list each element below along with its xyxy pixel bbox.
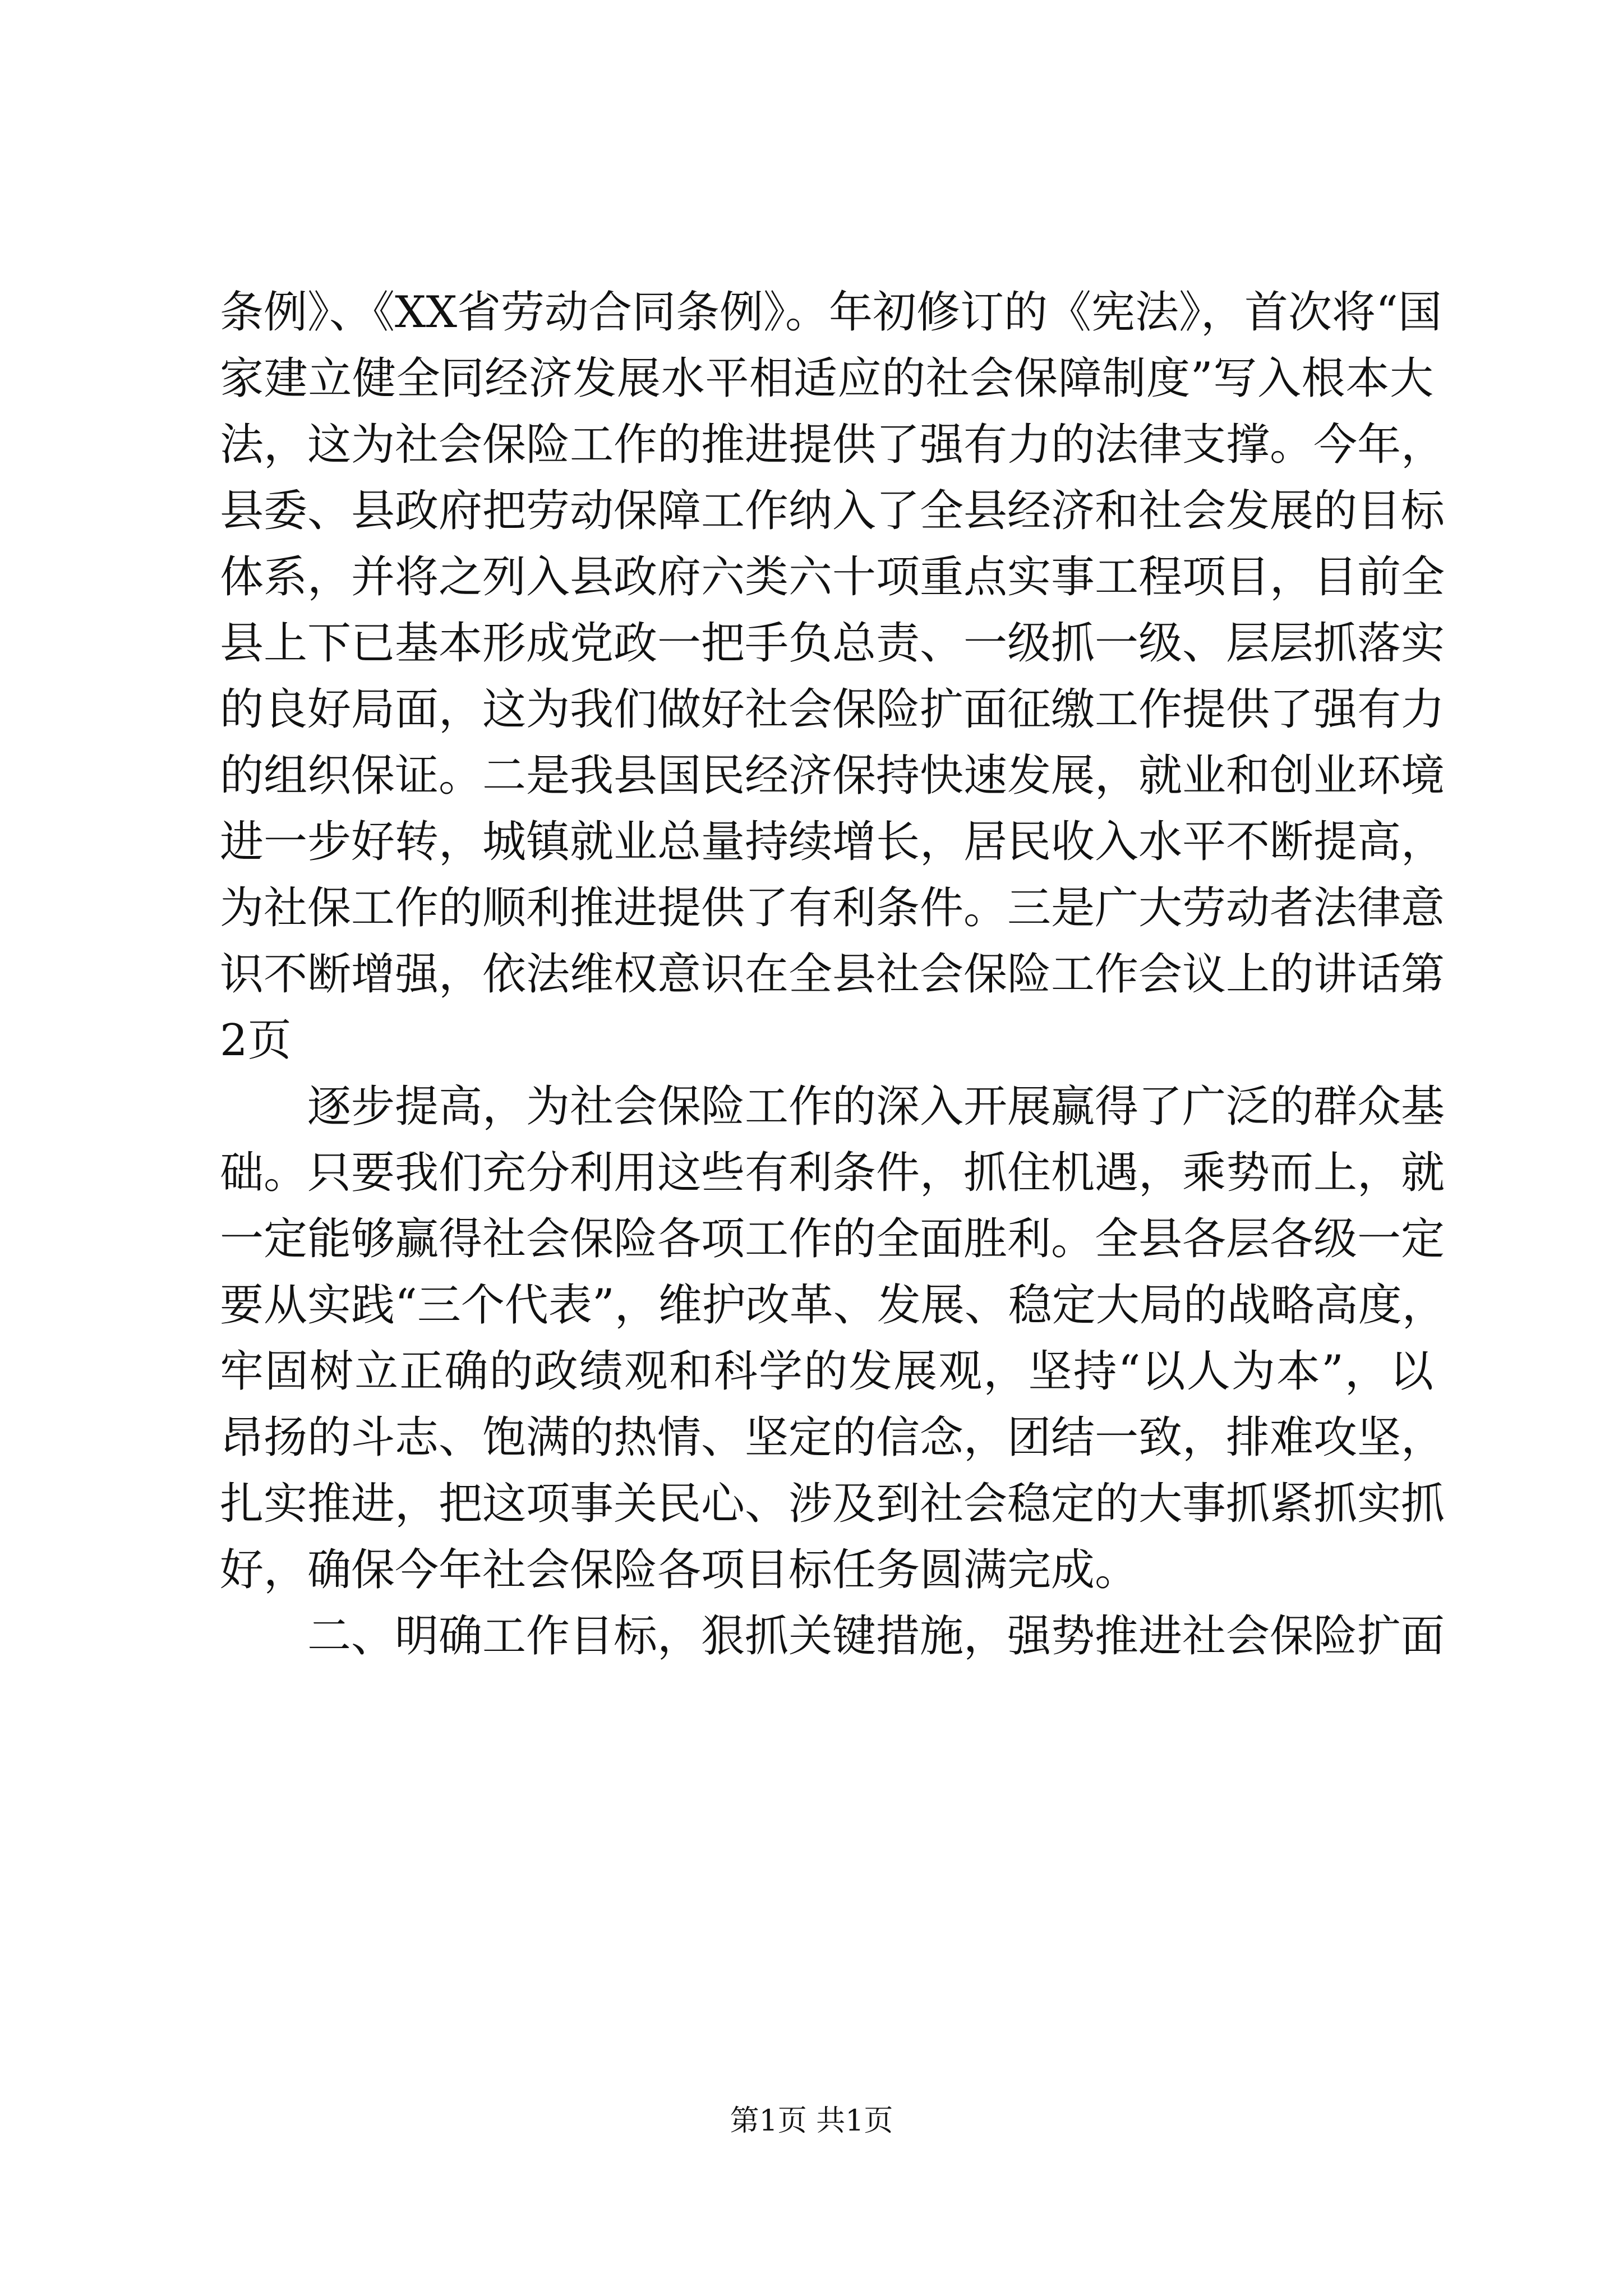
text-line: 识不断增强，依法维权意识在全县社会保险工作会议上的讲话第 (220, 949, 1445, 1000)
document-body (220, 279, 1446, 1669)
text-line: 县委、县政府把劳动保障工作纳入了全县经济和社会发展的目标 (220, 486, 1445, 536)
text-line: 昂扬的斗志、饱满的热情、坚定的信念，团结一致，排难攻坚， (220, 1412, 1445, 1463)
text-line: 要从实践“三个代表”，维护改革、发展、稳定大局的战略高度， (220, 1280, 1446, 1331)
text-line: 家建立健全同经济发展水平相适应的社会保障制度”写入根本大 (220, 353, 1433, 404)
paragraph-start-line: 逐步提高，为社会保险工作的深入开展赢得了广泛的群众基 (307, 1082, 1445, 1132)
text-line: 体系，并将之列入县政府六类六十项重点实事工程项目，目前全 (220, 552, 1445, 602)
text-line: 县上下已基本形成党政一把手负总责、一级抓一级、层层抓落实 (220, 618, 1445, 669)
text-line: 好，确保今年社会保险各项目标任务圆满完成。 (220, 1545, 1139, 1595)
text-line: 扎实推进，把这项事关民心、涉及到社会稳定的大事抓紧抓实抓 (220, 1479, 1445, 1529)
text-line: 2页 (220, 1015, 292, 1066)
text-line: 牢固树立正确的政绩观和科学的发展观，坚持“以人为本”，以 (220, 1346, 1433, 1397)
text-line: 的组织保证。二是我县国民经济保持快速发展，就业和创业环境 (220, 751, 1445, 801)
text-line: 法，这为社会保险工作的推进提供了强有力的法律支撑。今年， (220, 420, 1445, 470)
text-line: 一定能够赢得社会保险各项工作的全面胜利。全县各层各级一定 (220, 1214, 1445, 1264)
page-number-label: 第1页 共1页 (730, 2104, 893, 2138)
text-line: 进一步好转，城镇就业总量持续增长，居民收入水平不断提高， (220, 817, 1445, 867)
text-line: 为社保工作的顺利推进提供了有利条件。三是广大劳动者法律意 (220, 883, 1445, 933)
text-line: 条例》、《XX省劳动合同条例》。年初修订的《宪法》，首次将“国 (220, 287, 1442, 338)
page-footer (0, 2101, 1623, 2141)
text-line: 础。只要我们充分利用这些有利条件，抓住机遇，乘势而上，就 (220, 1148, 1445, 1198)
section-heading-line: 二、明确工作目标，狠抓关键措施，强势推进社会保险扩面 (307, 1611, 1445, 1662)
text-line: 的良好局面，这为我们做好社会保险扩面征缴工作提供了强有力 (220, 684, 1445, 735)
